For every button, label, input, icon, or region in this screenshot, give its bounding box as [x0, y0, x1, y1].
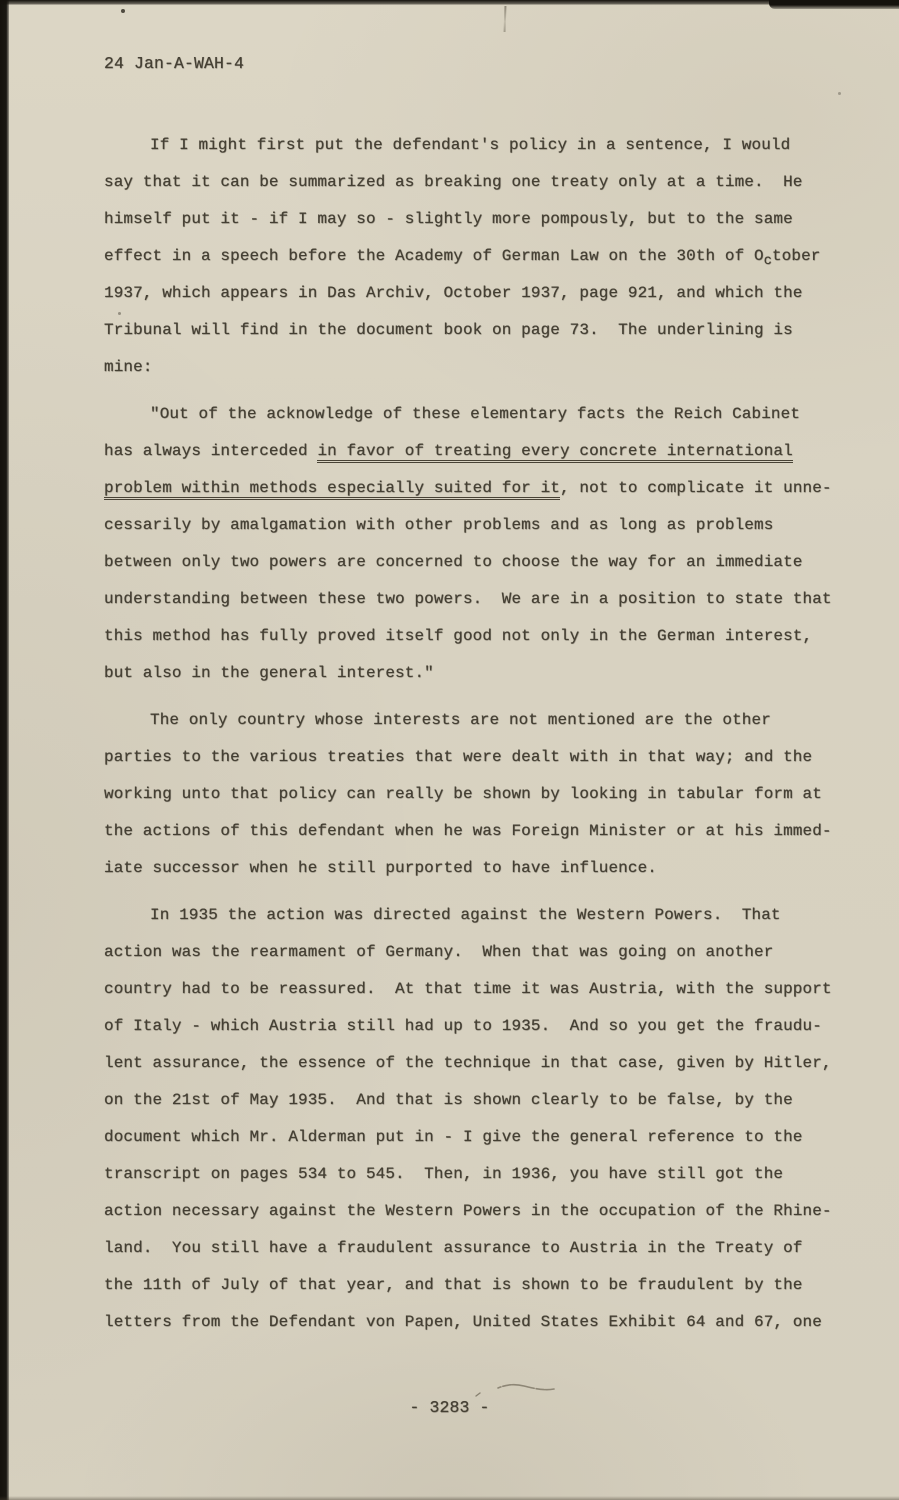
text-segment: this method has fully proved itself good not only in the German interest,: [104, 627, 813, 645]
text-line: [104, 739, 849, 776]
text-segment: of Italy - which Austria still had up to 1935. And so you get the fraudu-: [104, 1017, 822, 1035]
text-segment: himself put it - if I may so - slightly more pompously, but to the same: [104, 210, 793, 228]
text-segment: In 1935 the action was directed against the Western Powers. That: [150, 906, 781, 924]
text-line: [104, 1008, 849, 1045]
scan-speck: [838, 92, 841, 95]
text-line: [104, 1304, 849, 1341]
text-line: [104, 702, 849, 739]
text-segment: , not to complicate it unne-: [559, 479, 832, 497]
paragraph: [104, 127, 849, 386]
text-line: [104, 164, 849, 201]
text-segment: effect in a speech before the Academy of German Law on the 30th of O: [104, 247, 764, 265]
text-line: [104, 934, 849, 971]
text-line: [104, 544, 849, 581]
text-segment: country had to be reassured. At that time it was Austria, with the support: [104, 980, 832, 998]
text-segment: cessarily by amalgamation with other problems and as long as problems: [104, 516, 774, 534]
text-line: [104, 433, 849, 470]
text-segment: parties to the various treaties that were dealt with in that way; and the: [104, 748, 813, 766]
paragraph: [104, 897, 849, 1341]
text-line: [104, 312, 849, 349]
text-line: [104, 655, 849, 692]
text-segment: working unto that policy can really be shown by looking in tabular form at: [104, 785, 822, 803]
text-line: [104, 507, 849, 544]
text-segment: the 11th of July of that year, and that is shown to be fraudulent by the: [104, 1276, 803, 1294]
text-segment: say that it can be summarized as breaking one treaty only at a time. He: [104, 173, 803, 191]
text-segment: but also in the general interest.": [104, 664, 434, 682]
text-segment: lent assurance, the essence of the technique in that case, given by Hitler,: [104, 1054, 832, 1072]
underlined-text: in favor of treating every concrete international: [317, 442, 792, 463]
text-line: [104, 470, 849, 507]
text-line: [104, 1230, 849, 1267]
text-line: [104, 813, 849, 850]
scan-speck: [121, 9, 125, 13]
text-line: [104, 127, 849, 164]
footer-page-number: - 3283 -: [409, 1398, 490, 1417]
text-line: [104, 349, 849, 386]
text-segment: between only two powers are concerned to choose the way for an immediate: [104, 553, 803, 571]
text-line: [104, 1267, 849, 1304]
paragraph: [104, 396, 849, 692]
text-line: [104, 850, 849, 887]
text-segment: Tribunal will find in the document book on page 73. The underlining is: [104, 321, 793, 339]
text-segment: land. You still have a fraudulent assurance to Austria in the Treaty of: [104, 1239, 803, 1257]
text-line: [104, 238, 849, 275]
scan-edge-bottom: [0, 1496, 899, 1500]
text-line: [104, 897, 849, 934]
scan-edge-top: [0, 0, 899, 5]
text-segment: on the 21st of May 1935. And that is shown clearly to be false, by the: [104, 1091, 793, 1109]
text-segment: the actions of this defendant when he was Foreign Minister or at his immed-: [104, 822, 832, 840]
text-line: [104, 581, 849, 618]
text-segment: tober: [771, 247, 821, 265]
text-line: [104, 1082, 849, 1119]
text-line: [104, 1156, 849, 1193]
pencil-mark-top: [504, 6, 507, 32]
text-segment: iate successor when he still purported to have influence.: [104, 859, 657, 877]
subscript-text: c: [763, 254, 772, 270]
text-segment: action was the rearmament of Germany. When that was going on another: [104, 943, 774, 961]
text-segment: document which Mr. Alderman put in - I give the general reference to the: [104, 1128, 803, 1146]
text-segment: action necessary against the Western Powers in the occupation of the Rhine-: [104, 1202, 832, 1220]
paragraph: [104, 702, 849, 887]
scan-edge-left: [0, 0, 9, 1500]
scan-edge-top-right: [769, 0, 899, 9]
text-segment: 1937, which appears in Das Archiv, October 1937, page 921, and which the: [104, 284, 803, 302]
underlined-text: problem within methods especially suited for it: [104, 479, 560, 500]
document-text-body: [104, 127, 849, 1341]
text-line: [104, 1193, 849, 1230]
text-segment: transcript on pages 534 to 545. Then, in 1936, you have still got the: [104, 1165, 784, 1183]
text-segment: "Out of the acknowledge of these elementary facts the Reich Cabinet: [150, 405, 801, 423]
text-line: [104, 1119, 849, 1156]
text-line: [104, 201, 849, 238]
text-segment: The only country whose interests are not mentioned are the other: [150, 711, 771, 729]
text-segment: mine:: [104, 358, 153, 376]
text-segment: If I might first put the defendant's policy in a sentence, I would: [150, 136, 791, 154]
text-line: [104, 618, 849, 655]
text-line: [104, 1045, 849, 1082]
text-line: [104, 396, 849, 433]
text-line: [104, 275, 849, 312]
text-segment: understanding between these two powers. We are in a position to state that: [104, 590, 832, 608]
page-header-label: 24 Jan-A-WAH-4: [104, 54, 245, 73]
text-line: [104, 776, 849, 813]
text-line: [104, 971, 849, 1008]
text-segment: has always interceded: [104, 442, 318, 460]
text-segment: letters from the Defendant von Papen, United States Exhibit 64 and 67, one: [104, 1313, 822, 1331]
